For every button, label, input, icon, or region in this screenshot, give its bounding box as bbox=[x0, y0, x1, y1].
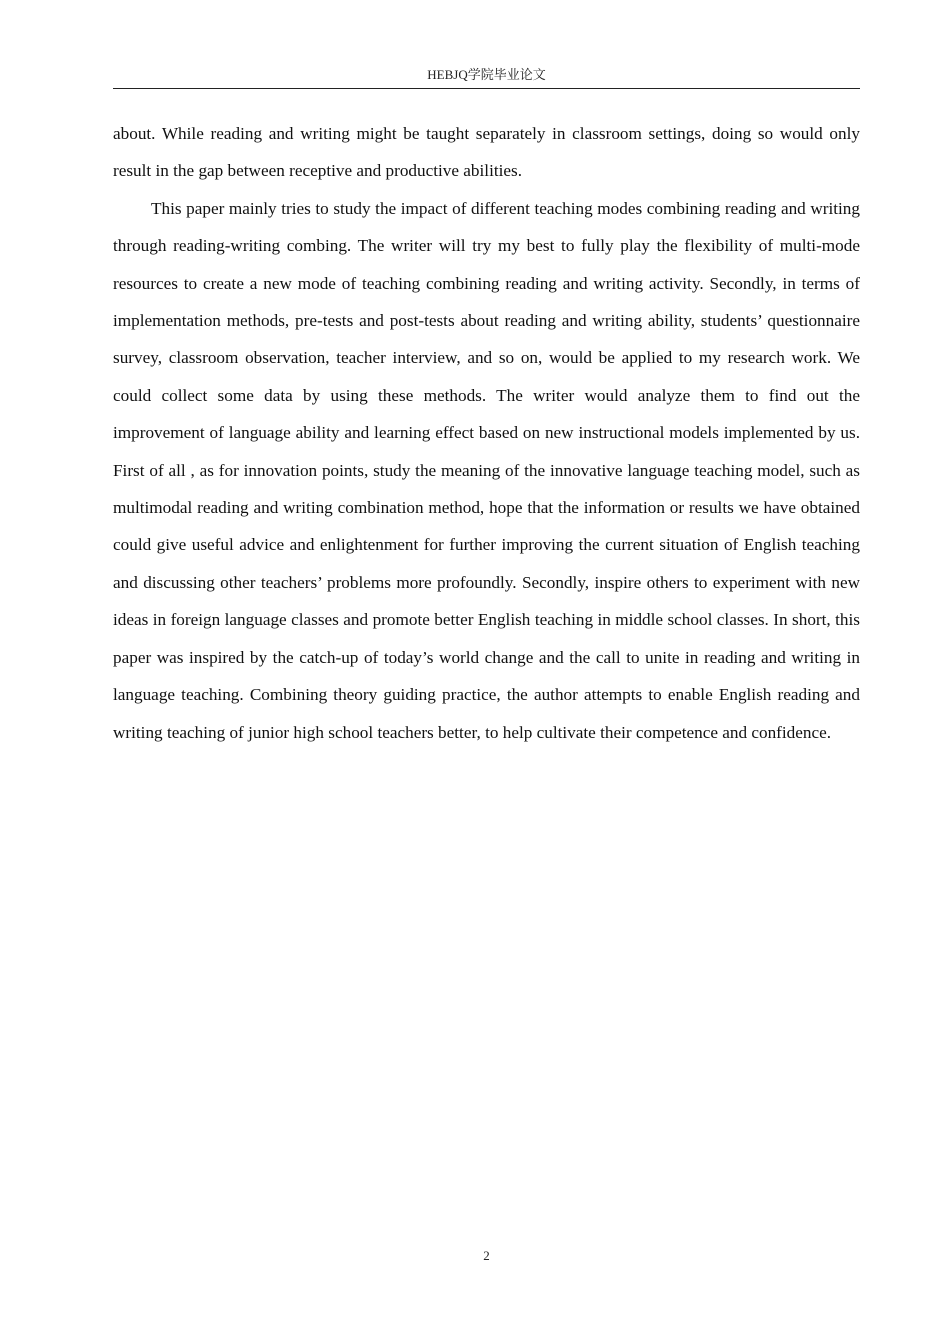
running-header: HEBJQ学院毕业论文 bbox=[427, 67, 546, 82]
page-number: 2 bbox=[483, 1248, 490, 1263]
paragraph-research-overview: This paper mainly tries to study the impact of different teaching modes combining reading and writing through reading-writing combing. The writer will try my best to fully play the flexibility of multi-mode resources to create a new mode of teaching combining reading and writing activity. Secondly, in terms of implementation methods, pre-tests and post-tests about reading and writing ability, students’ questionnaire survey, classroom observation, teacher interview, and so on, would be applied to my research work. We could collect some data by using these methods. The writer would analyze them to find out the improvement of language ability and learning effect based on new instructional models implemented by us. First of all , as for innovation points, study the meaning of the innovative language teaching model, such as multimodal reading and writing combination method, hope that the information or results we have obtained could give useful advice and enlightenment for further improving the current situation of English teaching and discussing other teachers’ problems more profoundly. Secondly, inspire others to experiment with new ideas in foreign language classes and promote better English teaching in middle school classes. In short, this paper was inspired by the catch-up of today’s world change and the call to unite in reading and writing in language teaching. Combining theory guiding practice, the author attempts to enable English reading and writing teaching of junior high school teachers better, to help cultivate their competence and confidence. bbox=[113, 198, 860, 742]
paragraph-continuation: about. While reading and writing might be taught separately in classroom settings, doing so would only result in the gap between receptive and productive abilities. bbox=[113, 124, 860, 181]
body-text bbox=[113, 115, 860, 751]
header-rule bbox=[113, 88, 860, 89]
